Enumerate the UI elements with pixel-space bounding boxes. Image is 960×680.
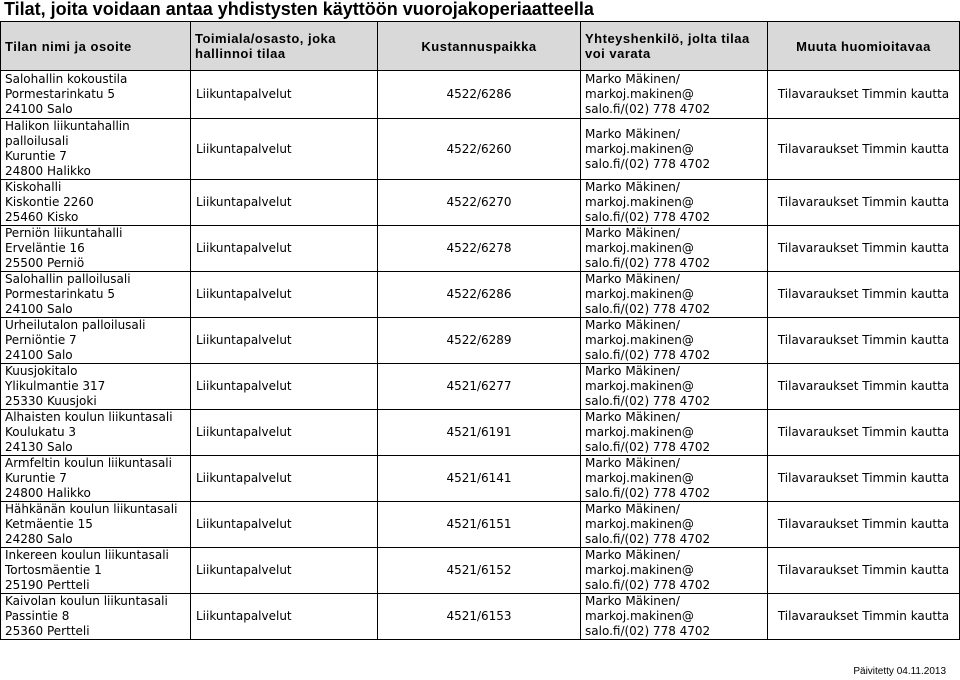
address-line: Ketmäentie 15 bbox=[5, 517, 93, 531]
facility-address bbox=[1, 410, 191, 456]
contact-line: salo.fi/(02) 778 4702 bbox=[585, 302, 711, 316]
address-line: 25500 Perniö bbox=[5, 256, 85, 270]
cost-center: 4521/6152 bbox=[378, 548, 581, 594]
header-unit: Toimiala/osasto, joka hallinnoi tilaa bbox=[191, 22, 378, 71]
address-line: Kiskohalli bbox=[5, 180, 62, 194]
address-line: Hähkänän koulun liikuntasali bbox=[5, 502, 178, 516]
cost-center: 4522/6286 bbox=[378, 71, 581, 119]
table-row bbox=[1, 180, 960, 226]
table-row bbox=[1, 318, 960, 364]
contact-line: Marko Mäkinen/ bbox=[585, 126, 680, 141]
cost-center: 4522/6286 bbox=[378, 272, 581, 318]
table-row bbox=[1, 410, 960, 456]
address-line: 24130 Salo bbox=[5, 440, 73, 454]
contact-person bbox=[581, 119, 768, 180]
address-line: 25190 Pertteli bbox=[5, 578, 90, 592]
address-line: 24280 Salo bbox=[5, 532, 73, 546]
contact-line: Marko Mäkinen/ bbox=[585, 180, 680, 194]
booking-note: Tilavaraukset Timmin kautta bbox=[768, 226, 960, 272]
header-name-address: Tilan nimi ja osoite bbox=[1, 22, 191, 71]
address-line: palloilusali bbox=[5, 134, 69, 148]
managing-unit: Liikuntapalvelut bbox=[191, 119, 378, 180]
contact-line: markoj.makinen@ bbox=[585, 563, 694, 577]
booking-note: Tilavaraukset Timmin kautta bbox=[768, 594, 960, 640]
contact-line: salo.fi/(02) 778 4702 bbox=[585, 348, 711, 362]
address-line: Perniön liikuntahalli bbox=[5, 226, 123, 240]
contact-line: Marko Mäkinen/ bbox=[585, 456, 680, 470]
address-line: Tortosmäentie 1 bbox=[5, 563, 102, 577]
facility-address bbox=[1, 318, 191, 364]
facility-address bbox=[1, 548, 191, 594]
managing-unit: Liikuntapalvelut bbox=[191, 318, 378, 364]
contact-person bbox=[581, 594, 768, 640]
managing-unit: Liikuntapalvelut bbox=[191, 594, 378, 640]
cost-center: 4521/6151 bbox=[378, 502, 581, 548]
page-title: Tilat, joita voidaan antaa yhdistysten käyttöön vuorojakoperiaatteella bbox=[4, 0, 594, 19]
address-line: Halikon liikuntahallin bbox=[5, 119, 130, 133]
facility-address bbox=[1, 594, 191, 640]
address-line: 24100 Salo bbox=[5, 102, 73, 116]
contact-line: Marko Mäkinen/ bbox=[585, 548, 680, 562]
contact-person bbox=[581, 410, 768, 456]
contact-person bbox=[581, 456, 768, 502]
cost-center: 4522/6289 bbox=[378, 318, 581, 364]
booking-note: Tilavaraukset Timmin kautta bbox=[768, 318, 960, 364]
table-row bbox=[1, 548, 960, 594]
managing-unit: Liikuntapalvelut bbox=[191, 71, 378, 119]
contact-line: markoj.makinen@ bbox=[585, 425, 694, 439]
updated-date: Päivitetty 04.11.2013 bbox=[853, 666, 946, 677]
address-line: 24800 Halikko bbox=[5, 486, 91, 500]
facility-address bbox=[1, 364, 191, 410]
contact-line: markoj.makinen@ bbox=[585, 609, 694, 623]
contact-line: markoj.makinen@ bbox=[585, 195, 694, 209]
address-line: Salohallin palloilusali bbox=[5, 272, 131, 286]
managing-unit: Liikuntapalvelut bbox=[191, 364, 378, 410]
header-notes: Muuta huomioitavaa bbox=[768, 22, 960, 71]
address-line: 25460 Kisko bbox=[5, 210, 79, 224]
contact-person bbox=[581, 180, 768, 226]
address-line: Pormestarinkatu 5 bbox=[5, 287, 115, 301]
address-line: Koulukatu 3 bbox=[5, 425, 77, 439]
address-line: Perniöntie 7 bbox=[5, 333, 77, 347]
booking-note: Tilavaraukset Timmin kautta bbox=[768, 456, 960, 502]
address-line: Kuruntie 7 bbox=[5, 471, 67, 485]
booking-note: Tilavaraukset Timmin kautta bbox=[768, 180, 960, 226]
contact-person bbox=[581, 548, 768, 594]
facilities-table bbox=[0, 21, 960, 640]
contact-person bbox=[581, 272, 768, 318]
contact-person bbox=[581, 364, 768, 410]
managing-unit: Liikuntapalvelut bbox=[191, 548, 378, 594]
cost-center: 4521/6141 bbox=[378, 456, 581, 502]
facility-address bbox=[1, 226, 191, 272]
managing-unit: Liikuntapalvelut bbox=[191, 180, 378, 226]
address-line: Kuusjokitalo bbox=[5, 364, 78, 378]
facility-address bbox=[1, 456, 191, 502]
contact-person bbox=[581, 318, 768, 364]
booking-note: Tilavaraukset Timmin kautta bbox=[768, 119, 960, 180]
address-line: Armfeltin koulun liikuntasali bbox=[5, 456, 172, 470]
contact-line: salo.fi/(02) 778 4702 bbox=[585, 532, 711, 546]
contact-line: markoj.makinen@ bbox=[585, 471, 694, 485]
managing-unit: Liikuntapalvelut bbox=[191, 410, 378, 456]
address-line: Inkereen koulun liikuntasali bbox=[5, 548, 169, 562]
address-line: Erveläntie 16 bbox=[5, 241, 85, 255]
contact-line: salo.fi/(02) 778 4702 bbox=[585, 440, 711, 454]
cost-center: 4522/6270 bbox=[378, 180, 581, 226]
address-line: Passintie 8 bbox=[5, 609, 70, 623]
cost-center: 4521/6153 bbox=[378, 594, 581, 640]
contact-line: markoj.makinen@ bbox=[585, 87, 694, 101]
contact-line: Marko Mäkinen/ bbox=[585, 502, 680, 516]
booking-note: Tilavaraukset Timmin kautta bbox=[768, 410, 960, 456]
contact-line: salo.fi/(02) 778 4702 bbox=[585, 156, 711, 171]
contact-person bbox=[581, 502, 768, 548]
contact-line: markoj.makinen@ bbox=[585, 333, 694, 347]
booking-note: Tilavaraukset Timmin kautta bbox=[768, 548, 960, 594]
contact-line: markoj.makinen@ bbox=[585, 141, 694, 156]
contact-line: Marko Mäkinen/ bbox=[585, 72, 680, 86]
booking-note: Tilavaraukset Timmin kautta bbox=[768, 364, 960, 410]
address-line: 24800 Halikko bbox=[5, 164, 91, 178]
address-line: 24100 Salo bbox=[5, 348, 73, 362]
contact-line: salo.fi/(02) 778 4702 bbox=[585, 624, 711, 638]
table-row bbox=[1, 456, 960, 502]
managing-unit: Liikuntapalvelut bbox=[191, 456, 378, 502]
table-header-row bbox=[1, 22, 960, 71]
booking-note: Tilavaraukset Timmin kautta bbox=[768, 71, 960, 119]
contact-line: markoj.makinen@ bbox=[585, 379, 694, 393]
address-line: Kuruntie 7 bbox=[5, 149, 67, 163]
address-line: Kaivolan koulun liikuntasali bbox=[5, 594, 168, 608]
contact-person bbox=[581, 226, 768, 272]
table-row bbox=[1, 119, 960, 180]
facility-address bbox=[1, 119, 191, 180]
address-line: Ylikulmantie 317 bbox=[5, 379, 106, 393]
address-line: 25360 Pertteli bbox=[5, 624, 90, 638]
table-row bbox=[1, 226, 960, 272]
contact-line: Marko Mäkinen/ bbox=[585, 272, 680, 286]
address-line: 24100 Salo bbox=[5, 302, 73, 316]
address-line: Pormestarinkatu 5 bbox=[5, 87, 115, 101]
contact-line: Marko Mäkinen/ bbox=[585, 594, 680, 608]
facility-address bbox=[1, 272, 191, 318]
managing-unit: Liikuntapalvelut bbox=[191, 502, 378, 548]
contact-line: salo.fi/(02) 778 4702 bbox=[585, 102, 711, 116]
facility-address bbox=[1, 502, 191, 548]
cost-center: 4521/6191 bbox=[378, 410, 581, 456]
cost-center: 4522/6260 bbox=[378, 119, 581, 180]
cost-center: 4521/6277 bbox=[378, 364, 581, 410]
table-row bbox=[1, 364, 960, 410]
contact-line: salo.fi/(02) 778 4702 bbox=[585, 578, 711, 592]
contact-line: salo.fi/(02) 778 4702 bbox=[585, 256, 711, 270]
facility-address bbox=[1, 71, 191, 119]
contact-line: salo.fi/(02) 778 4702 bbox=[585, 486, 711, 500]
managing-unit: Liikuntapalvelut bbox=[191, 226, 378, 272]
contact-line: salo.fi/(02) 778 4702 bbox=[585, 394, 711, 408]
contact-line: markoj.makinen@ bbox=[585, 241, 694, 255]
booking-note: Tilavaraukset Timmin kautta bbox=[768, 502, 960, 548]
contact-line: salo.fi/(02) 778 4702 bbox=[585, 210, 711, 224]
table-row bbox=[1, 272, 960, 318]
address-line: 25330 Kuusjoki bbox=[5, 394, 97, 408]
address-line: Kiskontie 2260 bbox=[5, 195, 94, 209]
contact-line: Marko Mäkinen/ bbox=[585, 410, 680, 424]
table-row bbox=[1, 594, 960, 640]
contact-line: markoj.makinen@ bbox=[585, 287, 694, 301]
cost-center: 4522/6278 bbox=[378, 226, 581, 272]
address-line: Alhaisten koulun liikuntasali bbox=[5, 410, 173, 424]
table-row bbox=[1, 71, 960, 119]
contact-line: Marko Mäkinen/ bbox=[585, 318, 680, 332]
header-cost-center: Kustannuspaikka bbox=[378, 22, 581, 71]
contact-line: Marko Mäkinen/ bbox=[585, 226, 680, 240]
table-row bbox=[1, 502, 960, 548]
managing-unit: Liikuntapalvelut bbox=[191, 272, 378, 318]
contact-line: Marko Mäkinen/ bbox=[585, 364, 680, 378]
address-line: Urheilutalon palloilusali bbox=[5, 318, 146, 332]
address-line: Salohallin kokoustila bbox=[5, 72, 128, 86]
header-contact: Yhteyshenkilö, jolta tilaa voi varata bbox=[581, 22, 768, 71]
facility-address bbox=[1, 180, 191, 226]
contact-person bbox=[581, 71, 768, 119]
booking-note: Tilavaraukset Timmin kautta bbox=[768, 272, 960, 318]
contact-line: markoj.makinen@ bbox=[585, 517, 694, 531]
